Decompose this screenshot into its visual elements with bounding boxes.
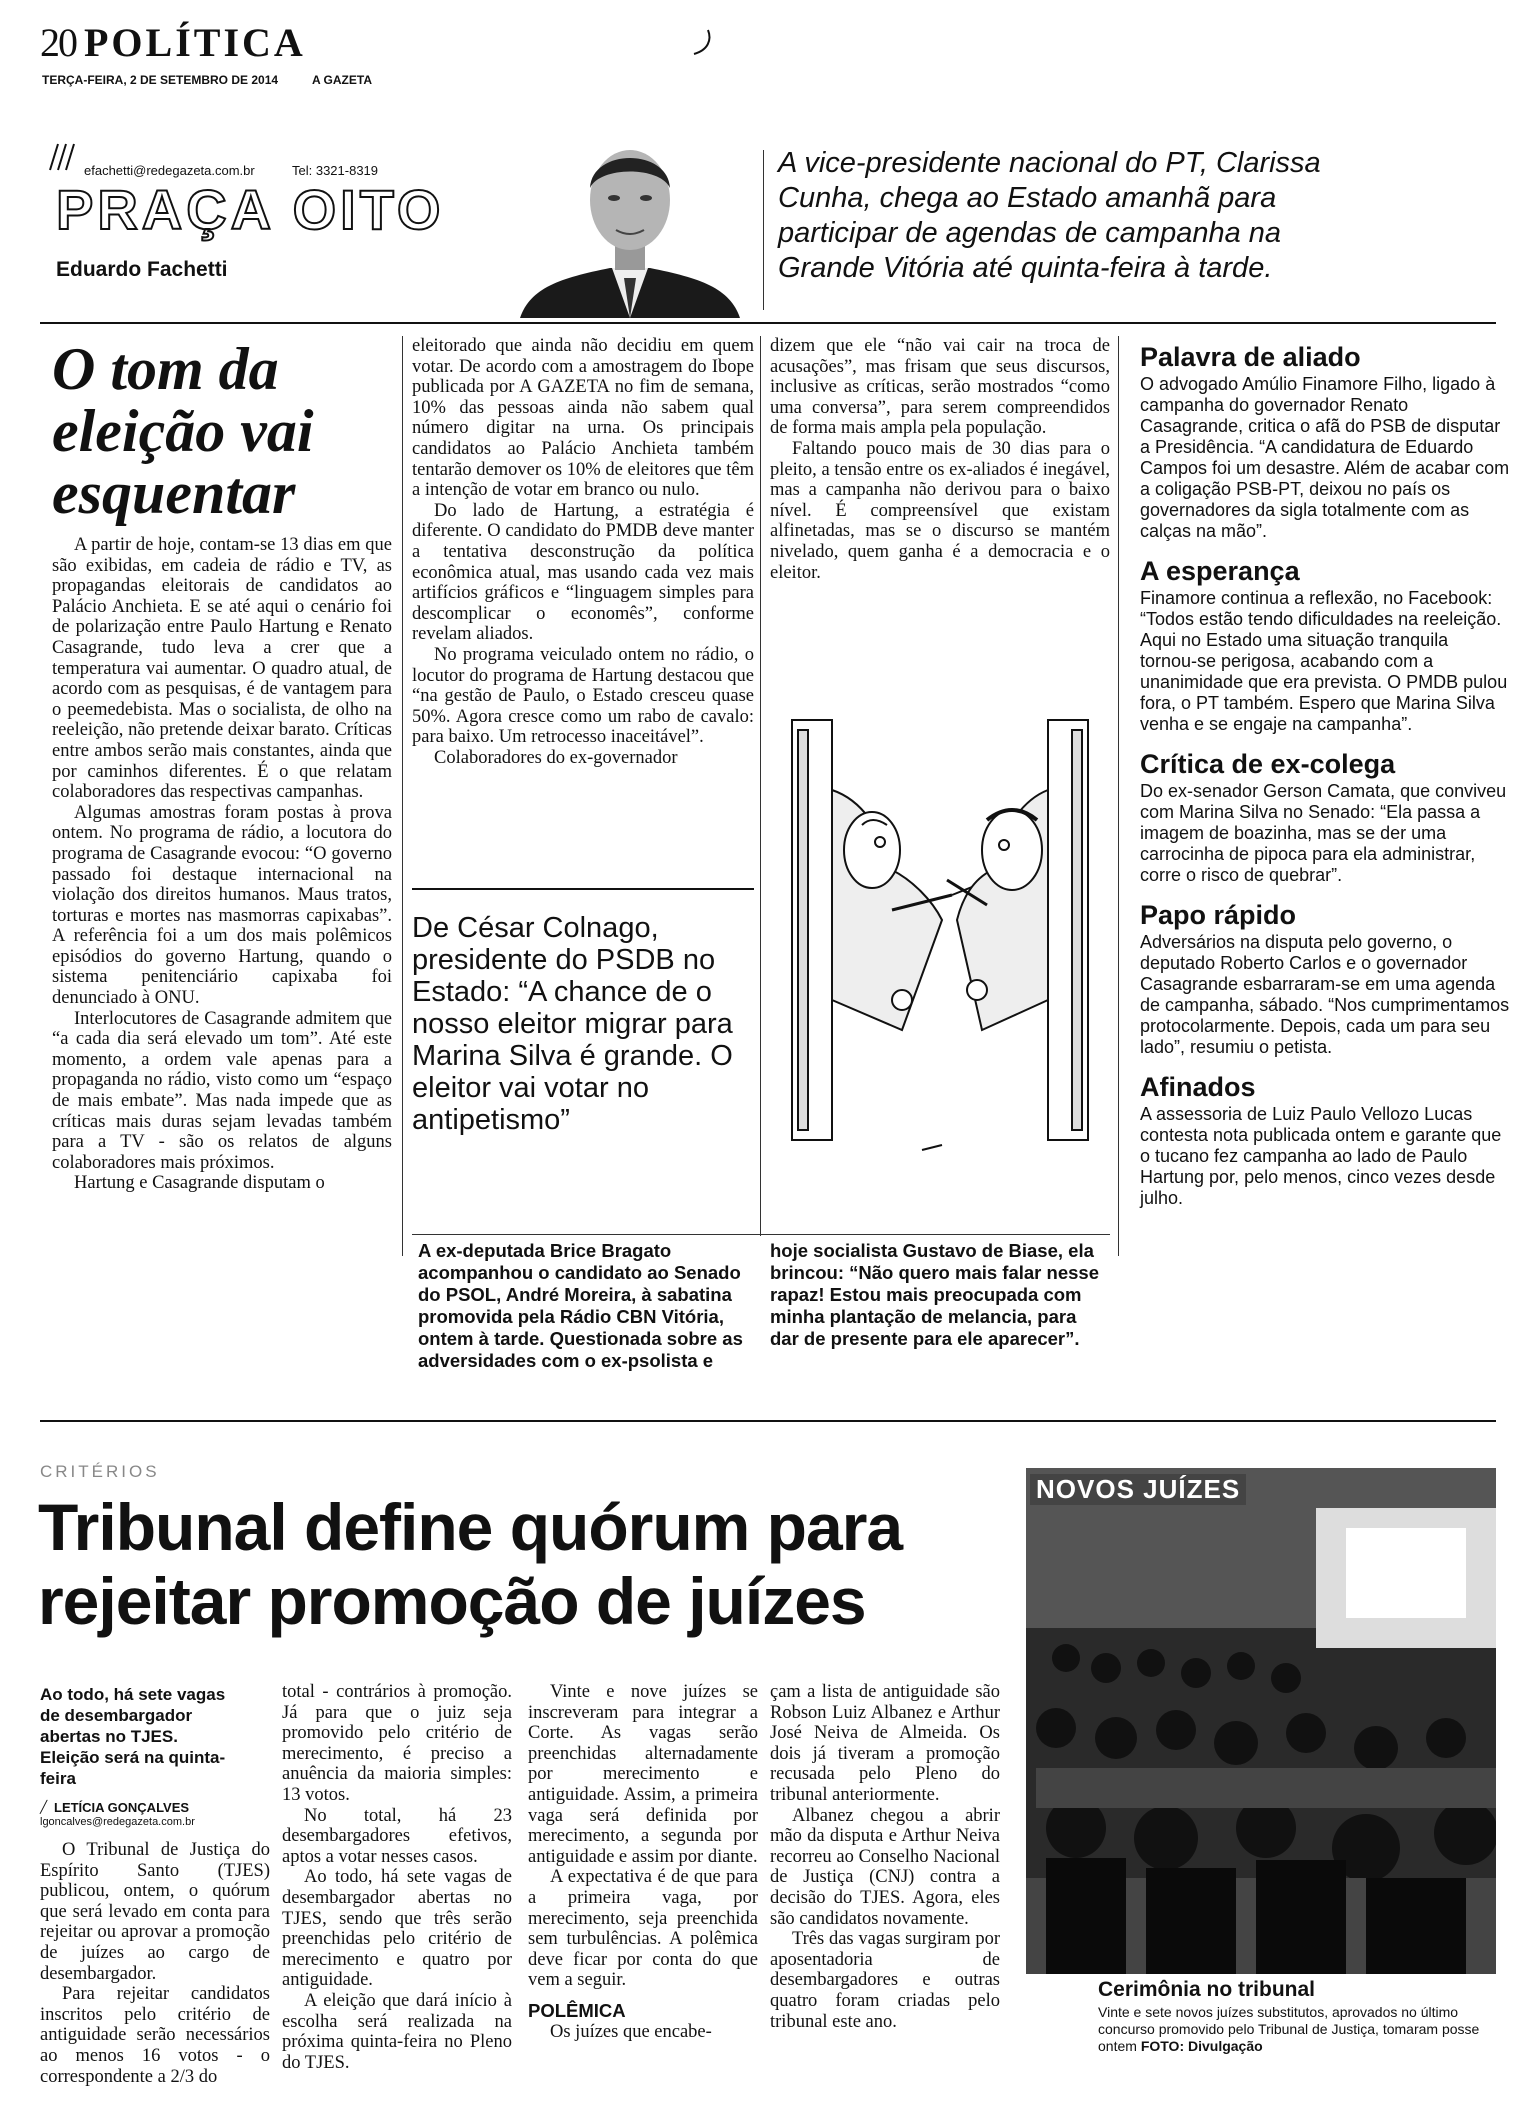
cartoon: [772, 700, 1108, 1180]
paragraph: Algumas amostras foram postas à prova ontem. No programa de rádio, a locutora do programa de Casagrande evocou: “O governo passado foi destaque internacional na violação dos direitos humanos. Maus tratos, torturas e mortes nas masmorras capixabas”. A referência foi a um dos mais polêmicos episódios do governo Hartung, quando o sistema penitenciário capixaba foi denunciado à ONU.: [52, 802, 392, 1009]
story-kicker: CRITÉRIOS: [40, 1462, 160, 1481]
story2-col4: [770, 1682, 1000, 2032]
paragraph: O Tribunal de Justiça do Espírito Santo (TJES) publicou, ontem, o quórum que será levado em conta para rejeitar ou aprovar a promoção de juízes ao cargo de desembargador.: [40, 1840, 270, 1984]
author-portrait: [500, 118, 760, 318]
paragraph: Colaboradores do ex-governador: [434, 747, 678, 768]
paragraph: Do lado de Hartung, a estratégia é diferente. O candidato do PMDB deve manter a tentativa desconstrução da política econômica atual, mas usando cada vez mais artifícios gráficos e “linguagem simples para descomplicar o economês”, conforme revelam aliados.: [412, 500, 754, 645]
paragraph: Albanez chegou a abrir mão da disputa e Arthur Neiva recorreu ao Conselho Nacional de Justiça (CNJ) contra a decisão do TJES. Agora, eles são candidatos novamente.: [770, 1805, 1000, 1929]
photo-label: NOVOS JUÍZES: [1030, 1474, 1246, 1505]
main-headline: O tom da eleição vai esquentar: [52, 336, 314, 526]
note-text: Adversários na disputa pelo governo, o deputado Roberto Carlos e o governador Casagrande esbarraram-se em uma agenda de campanha, sábado. “Nos cumprimentamos protocolarmente. Depois, cada um para seu lado”, resumiu o petista.: [1140, 932, 1510, 1057]
paragraph: Ao todo, há sete vagas de desembargador abertas no TJES, sendo que três serão preenchidas pelo critério de merecimento e quatro por antiguidade.: [282, 1867, 512, 1991]
paragraph: Os juízes que encabe-: [550, 2021, 712, 2042]
note-title: Palavra de aliado: [1140, 342, 1361, 372]
main-story-col1: [52, 535, 392, 1194]
note-text: Finamore continua a reflexão, no Facebook: “Todos estão tendo dificuldades na reeleição. Aqui no Estado uma situação tranquila tornou-se perigosa, acabando com a unanimidade que era prevista. O PMDB pulou fora, o PT também. Espero que Marina Silva venha e se engaje na campanha”.: [1140, 588, 1508, 734]
paragraph: A expectativa é de que para a primeira vaga, por merecimento, seja preenchida sem turbulências. A polêmica deve ficar por conta do que vem a seguir.: [528, 1867, 758, 1991]
section-title: POLÍTICA: [84, 20, 306, 65]
story-byline-email[interactable]: lgoncalves@redegazeta.com.br: [40, 1816, 195, 1828]
note-text: O advogado Amúlio Finamore Filho, ligado à campanha do governador Renato Casagrande, critica o afã do PSB de disputar a Presidência. “A candidatura de Eduardo Campos foi um desastre. Além de acabar com a coligação PSB-PT, deixou no país os governadores da sigla totalmente com as calças na mão”.: [1140, 374, 1510, 541]
pull-quote: De César Colnago, presidente do PSDB no Estado: “A chance de o nosso eleitor migrar para Marina Silva é grande. O eleitor vai votar no antipetismo”: [412, 912, 733, 1136]
note-title: Afinados: [1140, 1072, 1256, 1102]
story2-col1: [40, 1840, 270, 2087]
paragraph: No programa veiculado ontem no rádio, o locutor do programa de Hartung destacou que “na gestão de Paulo, o Estado cresceu quase 50%. Agora cresce como um rabo de cavalo: para baixo. Um retrocesso inaceitável”.: [412, 644, 754, 748]
pen-icon: ╱: [40, 1800, 48, 1814]
story-headline: Tribunal define quórum para rejeitar promoção de juízes: [38, 1490, 903, 1638]
paragraph: No total, há 23 desembargadores efetivos, aptos a votar nesses casos.: [282, 1805, 512, 1867]
bottom-note-left: [418, 1240, 756, 1372]
paragraph: total - contrários à promoção. Já para que o juiz seja promovido pelo critério de merecimento, é preciso a anuência da maioria simples: 13 votos.: [282, 1682, 512, 1805]
column-teaser: A vice-presidente nacional do PT, Clarissa Cunha, chega ao Estado amanhã para participar de agendas de campanha na Grande Vitória até quinta-feira à tarde.: [778, 147, 1321, 284]
paragraph: Vinte e nove juízes se inscreveram para integrar a Corte. As vagas serão preenchidas alternadamente por merecimento e antiguidade. Assim, a primeira vaga será definida por merecimento, a segunda por antiguidade e assim por diante.: [528, 1682, 758, 1867]
subhead: POLÊMICA: [528, 1999, 626, 2021]
edition-date: TERÇA-FEIRA, 2 DE SETEMBRO DE 2014: [42, 73, 279, 87]
column-phone: Tel: 3321-8319: [292, 163, 379, 178]
paragraph: Para rejeitar candidatos inscritos pelo critério de antiguidade serão necessários ao menos 16 votos - o correspondente a 2/3 do: [40, 1984, 270, 2087]
paper-name: A GAZETA: [312, 73, 372, 87]
paragraph: eleitorado que ainda não decidiu em quem votar. De acordo com a amostragem do Ibope publicada por A GAZETA no fim de semana, 10% das pessoas ainda não sabem qual número digitar na urna. Os principais candidatos ao Palácio Anchieta também tentarão demover os 10% de eleitores que têm a intenção de votar em branco ou nulo.: [412, 336, 754, 501]
paragraph: Hartung e Casagrande disputam o: [74, 1173, 325, 1194]
caption-body: Vinte e sete novos juízes substitutos, aprovados no último concurso promovido pelo Tribunal de Justiça, tomaram posse ontem: [1098, 2004, 1480, 2054]
caption-credit: FOTO: Divulgação: [1140, 2038, 1263, 2054]
bottom-note-right: [770, 1240, 1108, 1350]
paragraph: A partir de hoje, contam-se 13 dias em que são exibidas, em cadeia de rádio e TV, as propagandas eleitorais de candidatos ao Palácio Anchieta. E se até aqui o cenário foi de polarização entre Paulo Hartung e Renato Casagrande, tudo leva a crer que a temperatura vai aumentar. O quadro atual, de acordo com as pesquisas, é de vantagem para o peemedebista. Mas o socialista, de olho na reeleição, não pretende deixar barato. Críticas entre ambos serão mais constantes, ainda que por caminhos diferentes. É o que relatam colaboradores das respectivas campanhas.: [52, 535, 392, 803]
paragraph: Interlocutores de Casagrande admitem que “a cada dia será elevado um tom”. Até este momento, a ordem vale apenas para a propaganda no rádio, visto como um “espaço de mais embate”. Mas nada impede que as críticas mais duras sejam levadas também para a TV - são os relatos de alguns colaboradores mais próximos.: [52, 1008, 392, 1173]
paragraph: Faltando pouco mais de 30 dias para o pleito, a tensão entre os ex-aliados é inegável, mas a campanha não derivou para o baixo nível. É compreensível que existam alfinetadas, mas se o discurso se mantém nivelado, quem ganha é a democracia e o eleitor.: [770, 438, 1110, 583]
paragraph: çam a lista de antiguidade são Robson Luiz Albanez e Arthur José Neiva de Almeida. Os dois já tiveram a promoção recusada pelo Pleno do tribunal anteriormente.: [770, 1682, 1000, 1805]
slash-icon: [48, 142, 76, 177]
paragraph: Três das vagas surgiram por aposentadoria de desembargadores e outras quatro foram criadas pelo tribunal este ano.: [770, 1929, 1000, 2032]
note-text: A assessoria de Luiz Paulo Vellozo Lucas contesta nota publicada ontem e garante que o tucano fez campanha ao lado de Paulo Hartung por, pelo menos, cinco vezes desde julho.: [1140, 1104, 1502, 1208]
note-text: Do ex-senador Gerson Camata, que conviveu com Marina Silva no Senado: “Ela passa a imagem de boazinha, mas se der uma carrocinha de pipoca para ela administrar, corre o risco de quebrar”.: [1140, 781, 1507, 885]
paragraph: hoje socialista Gustavo de Biase, ela brincou: “Não quero mais falar nesse rapaz! Estou mais preocupada com minha plantação de melancia, para dar de presente para ele aparecer”.: [770, 1240, 1099, 1349]
pen-mark-icon: [690, 28, 716, 58]
main-story-col3: [770, 336, 1110, 583]
photo-box: [1026, 1468, 1496, 1974]
note-title: Papo rápido: [1140, 900, 1297, 930]
paragraph: dizem que ele “não vai cair na troca de acusações”, mas frisam que seus discursos, inclusive as críticas, serão mostrados “como uma conversa”, para serem compreendidos de forma mais ampla pela população.: [770, 336, 1110, 439]
story2-col3: [528, 1682, 758, 2042]
note-title: A esperança: [1140, 556, 1300, 586]
main-story-col2: [412, 336, 754, 768]
column-name: PRAÇA OITO: [56, 178, 445, 241]
page-number: 20: [40, 20, 76, 65]
caption-text: [1098, 2004, 1496, 2055]
paragraph: A ex-deputada Brice Bragato acompanhou o candidato ao Senado do PSOL, André Moreira, à sabatina promovida pela Rádio CBN Vitória, ontem à tarde. Questionada sobre as adversidades com o ex-psolista e: [418, 1240, 743, 1371]
story2-col2: [282, 1682, 512, 2073]
story-byline: LETÍCIA GONÇALVES: [54, 1800, 190, 1815]
column-author: Eduardo Fachetti: [56, 258, 228, 281]
story-deck: Ao todo, há sete vagas de desembargador abertas no TJES. Eleição será na quinta-feira: [40, 1685, 226, 1788]
caption-title: Cerimônia no tribunal: [1098, 1978, 1316, 2001]
note-title: Crítica de ex-colega: [1140, 749, 1396, 779]
column-email[interactable]: efachetti@redegazeta.com.br: [84, 163, 255, 178]
paragraph: A eleição que dará início à escolha será realizada na próxima quinta-feira no Pleno do TJES.: [282, 1990, 512, 2073]
sidebar-notes: [1140, 336, 1510, 1209]
